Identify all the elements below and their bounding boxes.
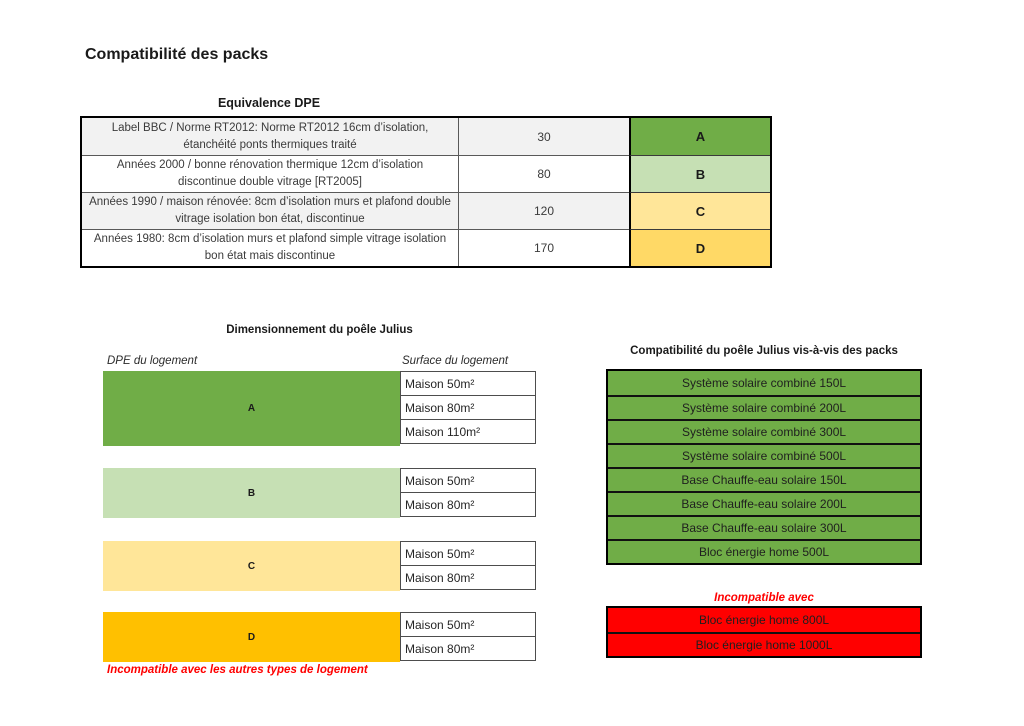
page-title: Compatibilité des packs	[85, 46, 269, 63]
column-label-surface: Surface du logement	[402, 355, 509, 367]
incompatible-logement-note: Incompatible avec les autres types de logement	[107, 664, 368, 676]
surface-cells	[400, 541, 536, 590]
pack-item: Bloc énergie home 1000L	[608, 632, 920, 656]
compatible-packs-list	[606, 369, 922, 565]
surface-cells	[400, 468, 536, 517]
surface-cell: Maison 50m²	[400, 612, 536, 637]
pack-item: Bloc énergie home 800L	[608, 608, 920, 632]
surface-cell: Maison 110m²	[400, 419, 536, 444]
table-row	[82, 155, 770, 192]
dpe-value: 120	[458, 192, 629, 229]
dpe-grade-block: C	[103, 541, 400, 591]
surface-cell: Maison 50m²	[400, 541, 536, 566]
surface-cells	[400, 612, 536, 661]
column-label-dpe: DPE du logement	[107, 355, 198, 367]
dpe-value: 170	[458, 229, 629, 266]
dpe-group-a	[103, 371, 536, 446]
table-row	[82, 118, 770, 155]
surface-cell: Maison 80m²	[400, 492, 536, 517]
pack-item: Système solaire combiné 200L	[608, 395, 920, 419]
compatibilite-heading: Compatibilité du poêle Julius vis-à-vis des packs	[630, 345, 898, 357]
incompatible-packs-list	[606, 606, 922, 658]
dpe-group-d	[103, 612, 536, 662]
dpe-group-b	[103, 468, 536, 518]
surface-cell: Maison 80m²	[400, 395, 536, 420]
dpe-value: 80	[458, 155, 629, 192]
table-row	[82, 229, 770, 266]
dpe-grade-block: A	[103, 371, 400, 446]
pack-item: Base Chauffe-eau solaire 150L	[608, 467, 920, 491]
pack-item: Système solaire combiné 500L	[608, 443, 920, 467]
surface-cells	[400, 371, 536, 444]
pack-item: Système solaire combiné 150L	[608, 371, 920, 395]
dpe-description: Années 1990 / maison rénovée: 8cm d’isolation murs et plafond double vitrage isolation bon état, discontinue	[82, 192, 458, 229]
dpe-group-c	[103, 541, 536, 591]
equivalence-table	[80, 116, 772, 268]
dpe-grade-block: D	[103, 612, 400, 662]
dpe-description: Label BBC / Norme RT2012: Norme RT2012 16cm d’isolation, étanchéité ponts thermiques traité	[82, 118, 458, 155]
pack-item: Base Chauffe-eau solaire 200L	[608, 491, 920, 515]
incompatible-label: Incompatible avec	[714, 592, 814, 604]
dpe-grade-badge: A	[629, 118, 770, 155]
pack-item: Système solaire combiné 300L	[608, 419, 920, 443]
dpe-description: Années 2000 / bonne rénovation thermique 12cm d’isolation discontinue double vitrage [RT2005]	[82, 155, 458, 192]
table-row	[82, 192, 770, 229]
pack-item: Bloc énergie home 500L	[608, 539, 920, 563]
equivalence-heading: Equivalence DPE	[217, 96, 321, 110]
dpe-value: 30	[458, 118, 629, 155]
surface-cell: Maison 80m²	[400, 565, 536, 590]
dpe-grade-badge: C	[629, 192, 770, 229]
dpe-description: Années 1980: 8cm d’isolation murs et plafond simple vitrage isolation bon état mais discontinue	[82, 229, 458, 266]
surface-cell: Maison 80m²	[400, 636, 536, 661]
dimensionnement-heading: Dimensionnement du poêle Julius	[226, 324, 413, 336]
surface-cell: Maison 50m²	[400, 468, 536, 493]
dpe-grade-badge: B	[629, 155, 770, 192]
surface-cell: Maison 50m²	[400, 371, 536, 396]
dpe-grade-block: B	[103, 468, 400, 518]
dpe-grade-badge: D	[629, 229, 770, 266]
pack-item: Base Chauffe-eau solaire 300L	[608, 515, 920, 539]
